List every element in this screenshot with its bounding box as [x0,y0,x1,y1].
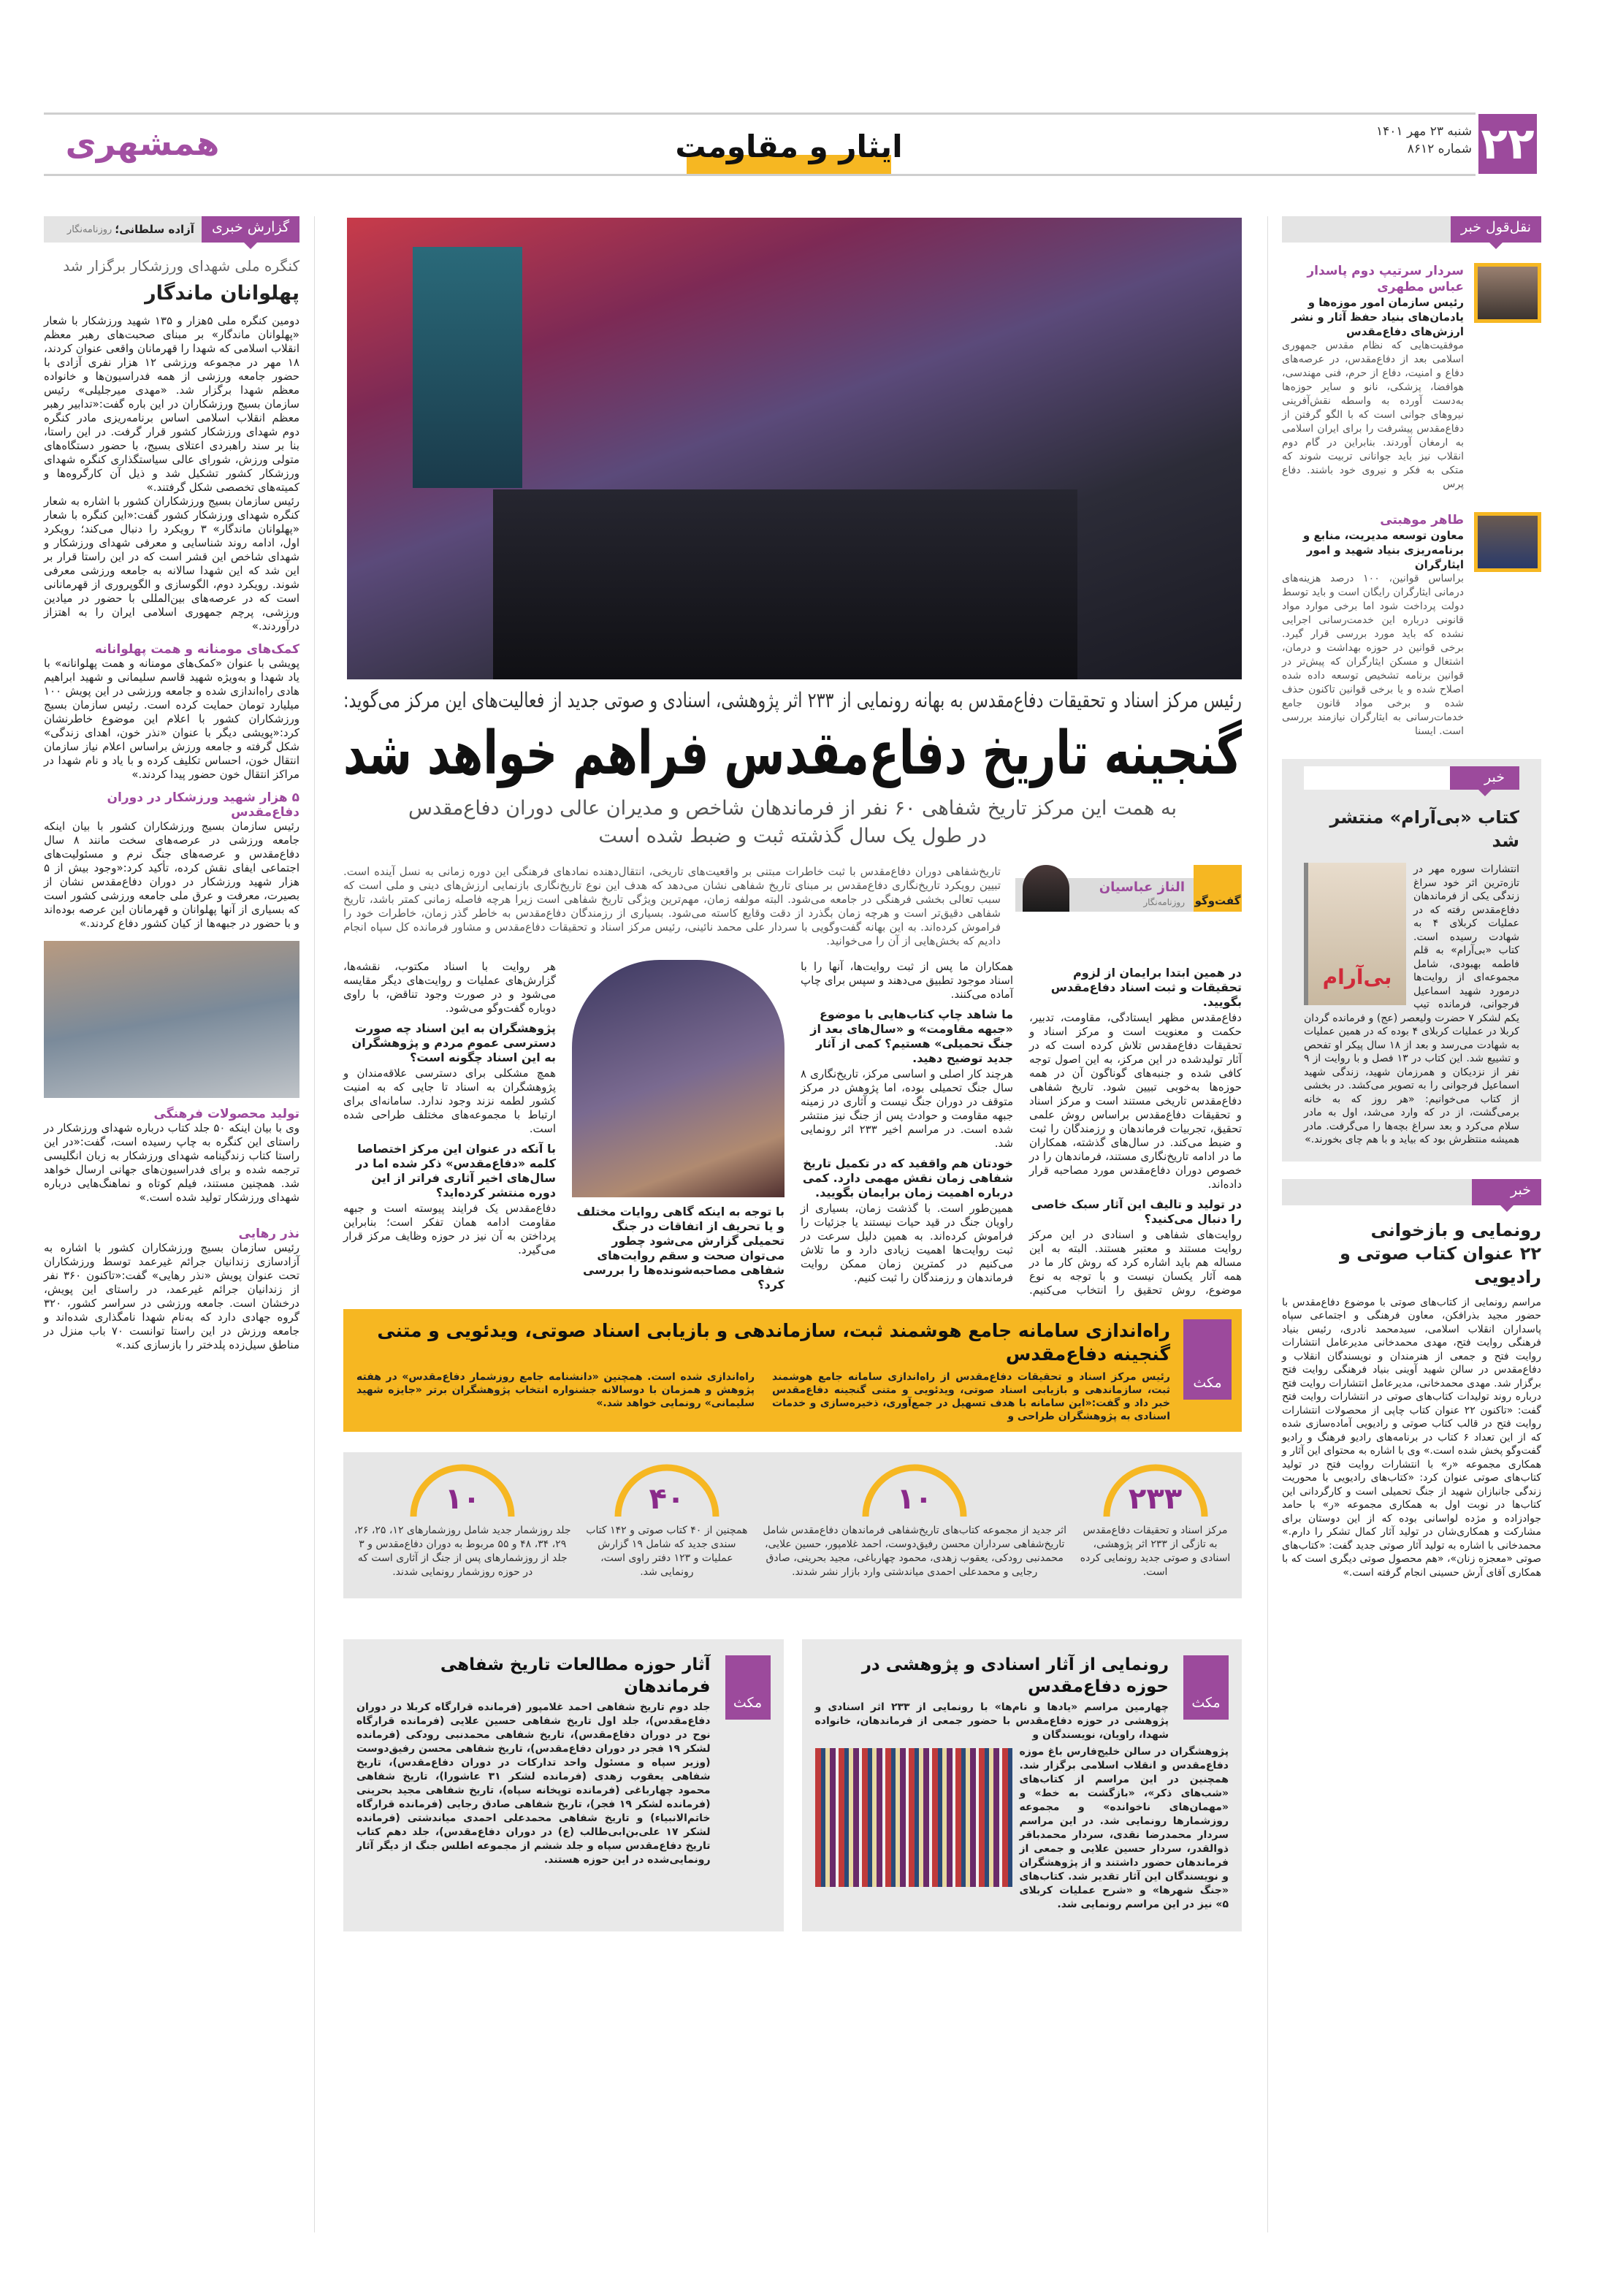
highlight-box [343,1309,1242,1432]
header-rule-top [44,112,1476,115]
quote-text: موفقیت‌هایی که نظام مقدس جمهوری اسلامی بعد از دفاع‌مقدس، در عرصه‌های دفاع و امنیت، دفاع از حرم، فنی مهندسی، هوافضا، پزشکی، نانو و سایر حوزه‌ها به‌دست آورده به واسطه نقش‌آفرینی نیروهای جوانی است که با الگو گرفتن از دفاع‌مقدس پیشرفت را برای ایران اسلامی به ارمغان آوردند. بنابراین در گام دوم انقلاب نیز باید جوانانی تربیت شوند که متکی به فکر و نیروی خود باشند. دفاع پرس [1282,340,1464,490]
main-article [343,218,1242,1931]
highlight-text: راه‌اندازی شده است. همچنین «دانشنامه جامع روزشمار دفاع‌مقدس» در هفته پژوهش و همزمان با دوسالانه جشنواره انتخاب پژوهشگران برتر «جایزه شهید سلیمانی» رونمایی خواهد شد.» [356,1371,755,1409]
interview-question: با توجه به اینکه گاهی روایات مختلف و یا تحریف از اتفاقات در جنگ تحمیلی گزارش می‌شود چطور می‌توان صحت و سقم روایت‌های شفاهی مصاحبه‌شونده‌ها را بررسی کرد؟ [576,1205,785,1292]
stat-item [583,1460,750,1591]
stat-text: مرکز اسناد و تحقیقات دفاع‌مقدس به تازگی از ۲۳۳ اثر پژوهشی، اسنادی و صوتی جدید رونمایی کرده است. [1080,1525,1231,1578]
report-paragraph: دومین کنگره ملی ۵هزار و ۱۳۵ شهید ورزشکار با شعار «پهلوانان ماندگار» بر مبنای صحبت‌های رهبر معظم انقلاب اسلامی که شهدا را قهرمانان واقعی عنوان کردند، ۱۸ مهر در مجموعه ورزشی ۱۲ هزار نفری آزادی با حضور جامعه ورزشی از همه فدراسیون‌ها و خانواده معظم شهدا برگزار شد. «مهدی میرجلیلی» رئیس سازمان بسیج ورزشکاران در این باره گفت:«تدابیر رهبر معظم انقلاب اسلامی اساس برنامه‌ریزی مادر کنگره دوم شهدای ورزشکار کشور قرار گرفت. در این راستا، بنا بر سند راهبردی اعتلای بسیج، با حضور دستگاه‌های متولی ورزش، شورای عالی سیاستگذاری کنگره شهدای ورزشکار کشور تشکیل شد و ذیل آن کارگروه‌ها و کمیته‌های تخصصی شکل گرفتند.» [44,314,300,494]
interviewer-name: الناز عباسیان [1099,880,1185,895]
quote-item [1282,263,1541,492]
book-news-title: کتاب «بی‌آرام» منتشر شد [1329,807,1519,851]
article-dek-line: در طول یک سال گذشته ثبت و ضبط شده است [598,825,987,847]
article-dek-line: به همت این مرکز تاریخ شفاهی ۶۰ نفر از فرماندهان شاخص و مدیران عالی دوران دفاع‌مقدس [408,797,1177,820]
stat-value: ۲۳۳ [1128,1482,1183,1516]
section-title-text: ایثار و مقاومت [675,129,903,164]
book-news-box [1282,759,1541,1162]
report-paragraph: رئیس سازمان بسیج ورزشکاران کشور با اشاره به آزادسازی زندانیان جرائم غیرعمد توسط ورزشکاران تحت عنوان پویش «نذر رهایی» گفت:«تاکنون ۳۶۰ نفر از زندانیان جرائم غیرعمد، در راستای این پویش، درخشان است. جامعه ورزشی در سراسر کشور، ۳۲۰ گروه جهادی دارد که به‌نام شهدا نامگذاری شده‌اند و جامعه ورزش در این راستا توانست ۷۰ باب منزل در مناطق سیل‌زده پلدختر را بازسازی کند.» [44,1241,299,1351]
issue-number: شماره ۸۶۱۲ [1407,142,1472,156]
report-paragraph: وی با بیان اینکه ۵۰ جلد کتاب درباره شهدای ورزشکار در راستای این کنگره به چاپ رسیده است، گفت:«در این راستا کتاب زندگینامه شهدای ورزشکار به زبان انگلیسی ترجمه شده و برای فدراسیون‌های جهانی ارسال خواهد شد. همچنین مستند، فیلم کوتاه و نماهنگ‌هایی درباره شهدای ورزشکار تولید شده است.» [44,1121,299,1204]
quote-portrait [1474,512,1541,572]
interview-question: پژوهشگران به این اسناد چه صورت دسترسی عموم مردم و پژوهشگران به این اسناد چگونه است؟ [351,1021,556,1064]
quote-role: رئیس سازمان امور موزه‌ها و یادمان‌های بنیاد حفظ آثار و نشر ارزش‌های دفاع‌مقدس [1291,296,1464,338]
stat-value: ۴۰ [649,1482,685,1516]
bookshelf-photo [815,1748,1012,1887]
stat-item [1079,1460,1232,1591]
report-title: پهلوانان ماندگار [145,282,299,305]
audiobook-news-tag: خبر [1472,1179,1541,1205]
bottom-boxes [343,1639,1242,1931]
stat-value: ۱۰ [444,1482,481,1516]
audiobook-news-text: مراسم رونمایی از کتاب‌های صوتی با موضوع دفاع‌مقدس با حضور مجید بذرافکن، معاون فرهنگی و اجتماعی سپاه پاسداران انقلاب اسلامی، سیدمحمد نادری، رئیس بنیاد فرهنگی روایت فتح، مهدی محمدخانی مدیرعامل انتشارات روایت فتح و جمعی از هنرمندان و نویسندگان انقلاب و دفاع‌مقدس در سالن شهید آوینی بنیاد فرهنگی روایت فتح برگزار شد. مهدی محمدخانی، مدیرعامل انتشارات روایت فتح درباره روند تولیدات کتاب‌های صوتی در انتشارات روایت فتح گفت: «تاکنون ۲۲ عنوان کتاب چاپی از محصولات انتشارات روایت فتح در قالب کتاب صوتی و رادیویی آماده‌سازی شده که از این تعداد ۶ کتاب در برنامه‌های رادیو فرهنگ و رادیو گفت‌وگو پخش شده است.» وی با اشاره به محتوای این آثار و همکاری مجموعه «ر» با انتشارات روایت فتح در تولید کتاب‌های صوتی عنوان کرد: «کتاب‌های رادیویی با محوریت زندگی جانبازان شهید از جنگ تحمیلی است و کارگردانی این کتاب‌ها در نوبت اول به همکاری مجموعه «ر» با حامد جوادزاده و مژده لواسانی بوده که از این دوستان برای مشارکت و همکاری‌شان در تولید آثار کمال تشکر را دارم.» محمدخانی با اشاره به تولید آثار صوتی جدید گفت: «کتاب‌های صوتی «معجزه زنان»، «هم محصول صوتی دیگری است که با همکاری آقای آرش حسینی انجام گرفته است.» [1282,1296,1541,1579]
unveiling-box [802,1639,1243,1931]
article-headline [343,716,1242,792]
interview-answer: دفاع‌مقدس یک فرایند پیوسته است و جبهه مقاومت ادامه همان تفکر است؛ بنابراین پرداختن به آن نیز در حوزه وظایف مرکز قرار می‌گیرد. [343,1202,556,1256]
stat-text: همچنین از ۴۰ کتاب صوتی و ۱۴۲ کتاب سندی جدید که شامل ۱۹ گزارش عملیات و ۱۲۳ دفتر راوی است، رونمایی شد. [586,1525,748,1578]
quote-portrait [1474,263,1541,323]
unveiling-text: پژوهشگران در سالن خلیج‌فارس باغ موزه دفاع‌مقدس و انقلاب اسلامی برگزار شد. همچنین در این مراسم از کتاب‌های «شب‌های ذکر»، «بازگشت به خط» و «مهمان‌های ناخوانده» و مجموعه روزشمارها رونمایی شد. در این مراسم سردار محمدرضا نقدی، سردار محمدباقر ذوالقدر، سردار حسین علایی و جمعی از فرماندهان حضور داشتند و از پژوهشگران و نویسندگان این آثار تقدیر شد. کتاب‌های «جنگ شهرها» و «شرح عملیات کربلای ۵» نیز در این مراسم رونمایی شد. [1019,1746,1229,1910]
stat-text: اثر جدید از مجموعه کتاب‌های تاریخ‌شفاهی فرماندهان دفاع‌مقدس شامل تاریخ‌شفاهی سرداران محسن رفیق‌دوست، احمد غلامپور، حسین علایی، محمدنبی رودکی، یعقوب زهدی، محمود چهارباغی، مجید بحرینی، صادق رجایی و محمدعلی احمدی میاندشتی وارد بازار نشر شدند. [763,1525,1067,1578]
interview-answer: دفاع‌مقدس مظهر ایستادگی، مقاومت، تدبیر، حکمت و معنویت است و مرکز اسناد و تحقیقات دفاع‌مقدس تلاش کرده است که در آثار تولیدشده در این مرکز، به این اصول توجه کافی شده و جنبه‌های گوناگون آن در همه حوزه‌ها به‌خوبی تبیین شود. تاریخ شفاهی دفاع‌مقدس تاریخی مستند است و مرکز اسناد و تحقیقات دفاع‌مقدس براساس روش علمی تحقیق، تجربیات فرماندهان و رزمندگان را ثبت و ضبط می‌کند. در سال‌های گذشته، همکاران ما در ادامه تاریخ‌نگاری مستند، فرماندهان را در خصوص دوران دفاع‌مقدس مورد مصاحبه قرار داده‌اند. [1029,1011,1242,1191]
report-paragraph: پویشی با عنوان «کمک‌های مومنانه و همت پهلوانانه» با یاد شهدا و به‌ویژه شهید قاسم سلیمانی و شهید ابراهیم هادی راه‌اندازی شده و جامعه ورزشی در این پویش ۱۰۰ میلیارد تومان حمایت کرده است. رئیس سازمان بسیج ورزشکاران کشور با اعلام این موضوع خاطرنشان کرد:«پویشی دیگر با عنوان «نذر خون، اهدای زندگی» شکل گرفته و جامعه ورزش براساس اعلام نیاز سازمان انتقال خون، احساس تکلیف کرده و با یاد و نام شهدا در مراکز انتقال خون حضور پیدا کردند.» [44,657,299,781]
report-kicker: کنگره ملی شهدای ورزشکار برگزار شد [63,257,299,275]
newspaper-logo: همشهری [65,123,220,163]
interview-byline [1015,865,1242,912]
stat-value: ۱۰ [896,1482,933,1516]
report-paragraph: رئیس سازمان بسیج ورزشکاران کشور با اشاره به شعار کنگره شهدای ورزشکار کشور گفت:«این کنگره با شعار «پهلوانان ماندگار» ۳ رویکرد را دنبال می‌کند؛ رویکرد اول، ادامه روند شناسایی و معرفی شهدای ورزشکار و شهدای شاخص این قشر است که در این راستا قرار بر این شد که این شهدا سالانه به جامعه ورزشی معرفی شوند. رویکرد دوم، الگوسازی و الگوپروری از قهرمانانی است که در عرصه‌های بین‌المللی با حضور در میادین ورزشی، پرچم جمهوری اسلامی ایران را به اهتزاز درآوردند.» [44,495,299,633]
report-tag-bar [44,216,299,243]
oral-history-box [343,1639,784,1931]
interview-body [343,960,1242,1297]
quote-role: معاون توسعه مدیریت، منابع و برنامه‌ریزی بنیاد شهید و امور ایثارگران [1302,529,1464,571]
interview-answer: همین‌طور است. با گذشت زمان، بسیاری از راویان جنگ در قید حیات نیستند یا جزئیات را فراموش کرده‌اند. به همین دلیل سرعت در ثبت روایت‌ها اهمیت زیادی دارد و ما تلاش می‌کنیم در کمترین زمان ممکن روایت فرماندهان و رزمندگان را ثبت کنیم. [801,1202,1013,1284]
banner-image [413,247,522,488]
book-cover-title: بی‌آرام [1322,965,1392,989]
quotes-tag-bar [1282,216,1541,243]
report-subhead: ۵ هزار شهید ورزشکار در دوران دفاع‌مقدس [107,790,299,820]
highlight-tag: مکث [1183,1319,1232,1400]
article-dek [380,795,1205,850]
interview-answer: هرچند کار اصلی و اساسی مرکز، تاریخ‌نگاری ۸ سال جنگ تحمیلی بوده، اما پژوهش در مرکز متوقف در دوران جنگ نیست و آثاری در زمینه جبهه مقاومت و حوادث پس از جنگ نیز منتشر شده است. در مراسم اخیر ۲۳۳ اثر رونمایی شد. [801,1067,1013,1150]
header-rule-bottom [44,174,1476,176]
audiobook-news-tag-bar [1282,1179,1541,1205]
oral-history-title: آثار حوزه مطالعات تاریخ شفاهی فرماندهان [440,1655,711,1696]
column-divider [1267,216,1268,2232]
book-news-tag-bar [1304,766,1519,790]
oral-history-text: جلد دوم تاریخ شفاهی احمد غلامپور (فرمانده قرارگاه کربلا در دوران دفاع‌مقدس)، جلد اول تاریخ شفاهی حسین علایی (فرمانده قرارگاه نوح در دوران دفاع‌مقدس)، تاریخ شفاهی محمدنبی رودکی (فرمانده لشکر ۱۹ فجر در دوران دفاع‌مقدس)، تاریخ شفاهی محسن رفیق‌دوست (وزیر سپاه و مسئول واحد تدارکات در دوران دفاع‌مقدس)، تاریخ شفاهی یعقوب زهدی (فرمانده لشکر ۳۱ عاشورا)، تاریخ شفاهی محمود چهارباغی (فرمانده توپخانه سپاه)، تاریخ شفاهی مجید بحرینی (فرمانده لشکر ۱۹ فجر)، تاریخ شفاهی صادق رجایی (فرمانده قرارگاه خاتم‌الانبیاء) و تاریخ شفاهی محمدعلی احمدی میاندشتی (فرمانده لشکر ۱۷ علی‌بن‌ابی‌طالب (ع) در دوران دفاع‌مقدس)، جلد دهم کتاب تاریخ دفاع‌مقدس سپاه و جلد ششم از مجموعه اطلس جنگ از دیگر آثار رونمایی‌شده در این حوزه هستند. [356,1701,711,1866]
officials-group [493,489,1077,679]
ceremony-photo [347,218,1242,679]
report-tag: گزارش خبری [202,216,299,243]
interview-question: در تولید و تالیف این آثار سبک خاصی را دنبال می‌کنید؟ [1031,1197,1242,1226]
interview-answer: روایت‌های شفاهی و اسنادی در این مرکز روایت مستند و معتبر هستند. البته به این مساله هم باید اشاره کرد که روش کار ما در همه آثار یکسان نیست و با توجه به نوع موضوع، روش تحقیق را انتخاب می‌کنیم. همکاران ما پس از ثبت روایت‌ها، آنها را با اسناد موجود تطبیق می‌دهند و سپس برای چاپ آماده می‌کنند. [801,960,1242,1297]
interview-question: در همین ابتدا برایمان از لزوم تحقیقات و ثبت اسناد دفاع‌مقدس بگویید. [1050,966,1242,1009]
page-number: ۲۲ [1478,114,1537,174]
book-news-text: انتشارات سوره مهر در تازه‌ترین اثر خود سراغ زندگی یکی از فرماندهان دفاع‌مقدس رفته که در عملیات کربلای ۴ به شهادت رسیده است. کتاب «بی‌آرام» به قلم فاطمه بهبودی، شامل مجموعه‌ای از روایت‌ها درمورد شهید اسماعیل فرجوانی، فرمانده تیپ یکم لشکر ۷ حضرت ولیعصر (عج) و فرمانده گردان کربلا در عملیات کربلای ۴ بوده که در همین عملیات به شهادت می‌رسد و بعد از ۱۸ سال پیکر او تفحص و تشییع شد. این کتاب در ۱۳ فصل و با روایت از ۹ نفر از نزدیکان و همرزمان شهید، زندگی شهید اسماعیل فرجوانی را به تصویر می‌کشد. در بخشی از کتاب می‌خوانیم: «هر روز که به خانه برمی‌گشت، از در که وارد می‌شد، اول به مادر سلام می‌کرد و بعد سراغ بچه‌ها را می‌گرفت. مادر همیشه منتظرش بود که بیاید و با هم چای بخورند.» [1304,863,1519,1145]
stat-text: جلد روزشمار جدید شامل روزشمارهای ۱۲، ۲۵، ۲۶، ۲۹، ۳۴، ۴۸ و ۵۵ مربوط به دوران دفاع‌مقدس و ۳ جلد از روزشمارهای پس از جنگ از آثاری است که در حوزه روزشمار رونمایی شدند. [354,1525,571,1578]
unveiling-tag: مکث [1183,1655,1229,1720]
quote-text: براساس قوانین، ۱۰۰ درصد هزینه‌های درمانی ایثارگران رایگان است و باید توسط دولت پرداخت شود اما برخی موارد مواد قانونی درباره این خدمت‌رسانی اجرایی نشده که باید مورد بررسی قرار گیرد. برخی قوانین در حوزه بهداشت و درمان، اشتغال و مسکن ایثارگران که پیش‌تر در قوانین برنامه تشخیص توسعه داده شده اصلاح شده و یا برخی قوانین تاکنون حذف شده و برخی مواد قانون جامع خدمات‌رسانی به ایثارگران نیازمند بررسی است. ایسنا [1282,573,1464,737]
interview-intro-text: تاریخ‌شفاهی دوران دفاع‌مقدس با ثبت خاطرات مبتنی بر واقعیت‌های تاریخی، انتقال‌دهنده نمادهای فرهنگی این دوره زمانی به نسل آینده است. تبیین رویکرد تاریخ‌نگاری دفاع‌مقدس بر مبنای تاریخ شفاهی نشان می‌دهد که هدف این نوع تاریخ‌نگاری بازنمایی ارزش‌های دینی و ملی است که سبب تعالی بخشی فرهنگی در جامعه می‌شود. البته مولفه زمان، مهم‌ترین ویژگی تاریخ شفاهی است زیرا هرچه فاصله زمانی کمتر باشد، تاریخ شفاهی دقیق‌تر است و هرچه زمان بگذرد از دقت وقایع کاسته می‌شود. بسیاری از رزمندگان دفاع‌مقدس به خاطر گذر زمان، خاطرات خود را فراموش کرده‌اند. به این بهانه گفت‌وگویی با سردار علی محمد نائینی، رئیس مرکز اسناد و تحقیقات دفاع‌مقدس و مشاور فرمانده کل سپاه انجام دادیم که بخش‌هایی از آن را می‌خوانید. [343,865,1001,947]
issue-info [1337,123,1472,158]
section-title [621,129,957,164]
right-column [1282,216,1541,1579]
quotes-tag: نقل‌قول خبر [1451,216,1541,243]
audiobook-news-title: ۲۲ عنوان کتاب صوتی و رادیویی [1340,1243,1541,1287]
book-news-tag: خبر [1450,766,1519,790]
audiobook-news [1282,1179,1541,1580]
stat-item [354,1460,571,1591]
interview-question: خودتان هم واقفید که در تکمیل تاریخ شفاهی زمان نقش مهمی دارد. کمی درباره اهمیت زمان برایمان بگویید. [802,1156,1013,1200]
interviewer-avatar [1023,865,1069,912]
interview-question: با آنکه در عنوان این مرکز اختصاصا کلمه «دفاع‌مقدس» ذکر شده اما در سال‌های اخیر آثاری فراتر از این دوره منتشر کرده‌اید؟ [356,1142,556,1200]
report-subhead: تولید محصولات فرهنگی [153,1107,299,1121]
oral-history-tag: مکث [725,1655,771,1720]
column-divider [314,216,315,2232]
article-kicker-text: رئیس مرکز اسناد و تحقیقات دفاع‌مقدس به بهانه رونمایی از ۲۳۳ اثر پژوهشی، اسنادی و صوتی جدید از فعالیت‌های این مرکز می‌گوید: [343,688,1242,712]
unveiling-lead: چهارمین مراسم «یادها و نام‌ها» با رونمایی از ۲۳۳ اثر اسنادی و پژوهشی در حوزه دفاع‌مقدس با حضور جمعی از فرماندهان، خانواده شهدا، راویان، نویسندگان و [814,1701,1169,1741]
unveiling-title: رونمایی از آثار اسنادی و پژوهشی در حوزه دفاع‌مقدس [861,1655,1169,1696]
interviewer-role: روزنامه‌نگار [1143,897,1185,907]
stats-strip [343,1452,1242,1598]
highlight-text: رئیس مرکز اسناد و تحقیقات دفاع‌مقدس از راه‌اندازی سامانه جامع هوشمند ثبت، سازماندهی و بازیابی اسناد صوتی، ویدئویی و متنی گنجینه دفاع‌مقدس خبر داد و گفت:«این سامانه با هدف تسهیل در جمع‌آوری، ذخیره‌سازی و خدمات اسنادی به پژوهشگران طراحی و [772,1371,1170,1422]
interview-tag: گفت‌وگو [1194,865,1242,912]
interview-header [343,865,1242,948]
issue-date: شنبه ۲۳ مهر ۱۴۰۱ [1376,124,1472,139]
interview-answer: هر روایت با اسناد مکتوب، نقشه‌ها، گزارش‌های عملیات و روایت‌های دیگر مقایسه می‌شود و در صورت وجود تناقض، با راوی دوباره گفت‌وگو می‌شود. [343,960,556,1015]
quote-name: طاهر موهبتی [1380,513,1464,527]
sports-martyrs-photo [44,941,299,1098]
quote-item [1282,512,1541,739]
article-kicker [343,687,1242,714]
highlight-title: راه‌اندازی سامانه جامع هوشمند ثبت، سازماندهی و بازیابی اسناد صوتی، ویدئویی و متنی گنجینه دفاع‌مقدس [377,1320,1170,1365]
article-headline-text: گنجینه تاریخ دفاع‌مقدس فراهم خواهد شد [343,719,1242,788]
interviewee-photo [572,960,785,1197]
report-paragraph: رئیس سازمان بسیج ورزشکاران کشور با بیان اینکه جامعه ورزشی در عرصه‌های سخت مانند ۸ سال دفاع‌مقدس و عرصه‌های جنگ نرم و مسئولیت‌های اجتماعی ایفای نقش کرده، تأکید کرد:«وجود بیش از ۵ هزار شهید ورزشکار در دوران دفاع‌مقدس نشان از بصیرت، معرفت و عرق ملی جامعه ورزشی کشور است که بسیاری از آنها پهلوانان و قهرمانان این عرصه بوده‌اند و با حضور در جبهه‌ها از کیان کشور دفاع کردند.» [44,820,299,930]
report-subhead: کمک‌های مومنانه و همت پهلوانانه [94,642,299,657]
interview-intro [343,865,1001,948]
report-author: آزاده سلطانی؛ [115,223,194,236]
interview-question: ما شاهد چاپ کتاب‌هایی با موضوع «جبهه مقاومت» و «سال‌های بعد از جنگ تحمیلی» هستیم؟ کمی از آثار جدید توضیح دهید. [810,1007,1013,1065]
stat-item [762,1460,1067,1591]
book-cover-image [1304,863,1406,1005]
quote-name: سردار سرتیپ دوم پاسدار عباس مطهری [1307,264,1464,294]
interview-answer: همچ مشکلی برای دسترسی علاقه‌مندان و پژوهشگران به اسناد تا جایی که به امنیت کشور لطمه نزند وجود ندارد. سامانه‌ای برای ارتباط با مجموعه‌های مختلف طراحی شده است. [343,1067,556,1135]
report-subhead: نذر رهایی [238,1227,299,1241]
audiobook-news-title: رونمایی و بازخوانی [1370,1219,1541,1240]
report-author-role: روزنامه‌نگار [66,224,112,235]
